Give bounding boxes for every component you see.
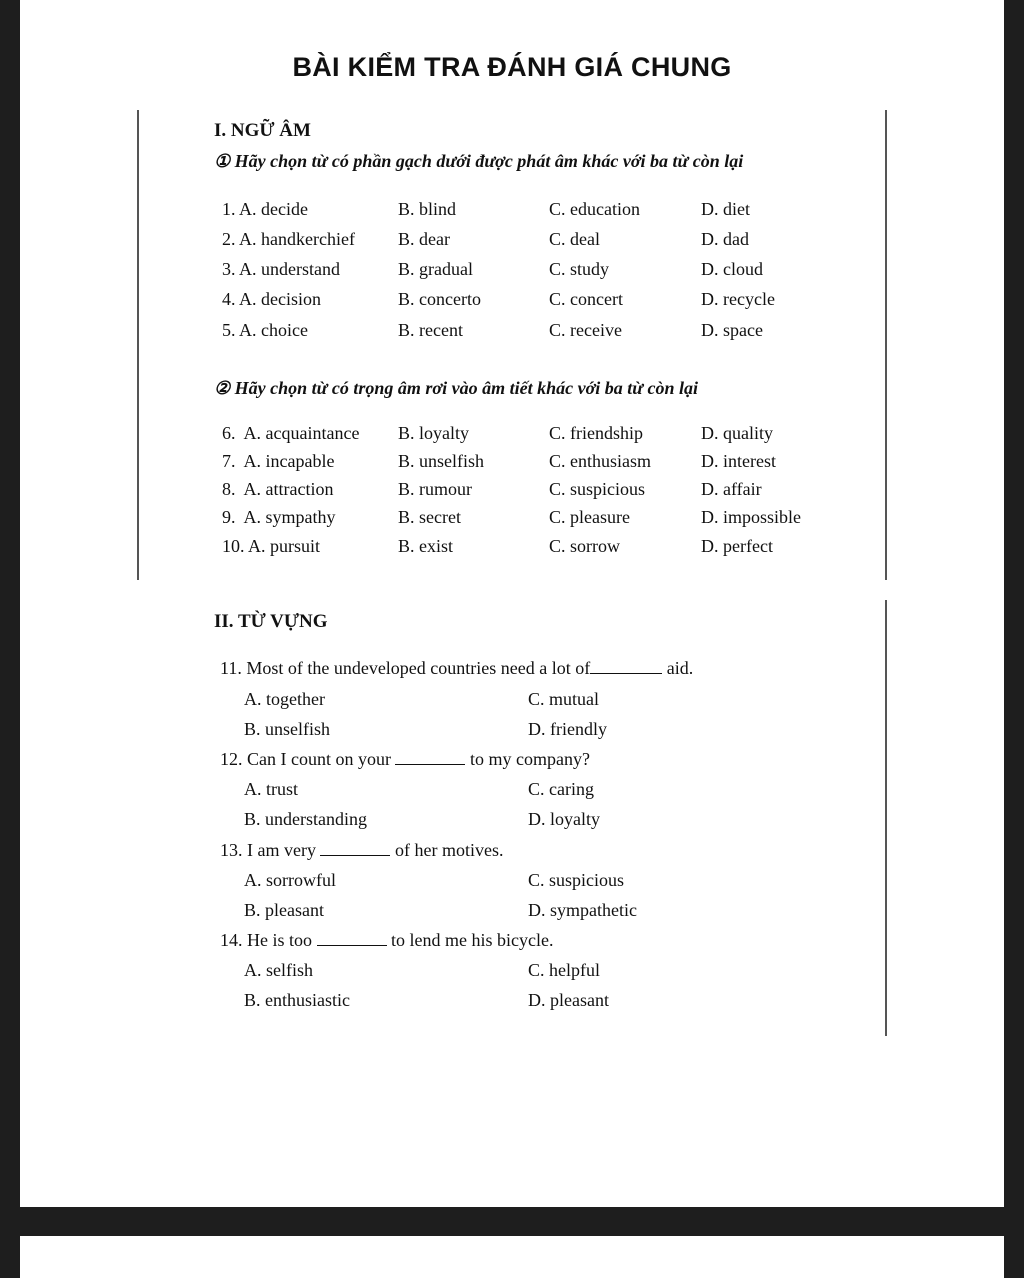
question-11 (220, 658, 693, 679)
part1-instruction: ① Hãy chọn từ có phần gạch dưới được phát âm khác với ba từ còn lại (214, 151, 744, 171)
option-b: B. understanding (244, 809, 367, 829)
option-d: D. sympathetic (528, 900, 637, 920)
question-tail: to my company? (469, 749, 590, 769)
part2-instruction: ② Hãy chọn từ có trọng âm rơi vào âm tiết khác với ba từ còn lại (214, 378, 699, 398)
option-c: C. mutual (528, 689, 599, 709)
question-13 (220, 840, 503, 861)
option-d: D. diet (701, 199, 750, 219)
question-stem: 12. Can I count on your (220, 749, 391, 769)
page-title: BÀI KIỂM TRA ĐÁNH GIÁ CHUNG (292, 52, 732, 82)
option-d: D. pleasant (528, 990, 609, 1010)
section-heading-phonetics: I. NGỮ ÂM (214, 120, 311, 141)
option-c: C. education (549, 199, 640, 219)
option-d: D. recycle (701, 289, 775, 309)
option-a: 10. A. pursuit (222, 536, 321, 556)
next-page-edge (20, 1236, 1004, 1278)
question-stem: 11. Most of the undeveloped countries need a lot of (220, 658, 591, 678)
option-a: A. selfish (244, 960, 313, 980)
option-d: D. friendly (528, 719, 607, 739)
option-d: D. quality (701, 423, 773, 443)
option-c: C. friendship (549, 423, 643, 443)
option-a: A. trust (244, 779, 298, 799)
option-c: C. caring (528, 779, 594, 799)
option-a: 5. A. choice (222, 320, 308, 340)
option-a: 8. A. attraction (222, 479, 334, 499)
option-b: B. unselfish (398, 451, 485, 471)
left-margin-line-1 (137, 110, 139, 580)
option-c: C. pleasure (549, 507, 630, 527)
option-b: B. loyalty (398, 423, 469, 443)
option-a: 1. A. decide (222, 199, 308, 219)
option-a: 6. A. acquaintance (222, 423, 360, 443)
answer-blank (320, 841, 390, 856)
right-margin-line-1 (885, 110, 887, 580)
document-page (20, 0, 1004, 1207)
option-c: C. deal (549, 229, 600, 249)
option-d: D. impossible (701, 507, 802, 527)
option-c: C. receive (549, 320, 622, 340)
right-margin-line-2 (885, 600, 887, 1036)
option-c: C. study (549, 259, 610, 279)
option-b: B. unselfish (244, 719, 331, 739)
option-d: D. dad (701, 229, 749, 249)
question-tail: to lend me his bicycle. (391, 930, 554, 950)
option-d: D. interest (701, 451, 776, 471)
question-14 (220, 930, 553, 951)
option-b: B. concerto (398, 289, 481, 309)
option-b: B. gradual (398, 259, 473, 279)
option-a: A. sorrowful (244, 870, 336, 890)
option-a: 2. A. handkerchief (222, 229, 355, 249)
section-heading-vocabulary: II. TỪ VỰNG (214, 611, 328, 632)
answer-blank (317, 931, 387, 946)
option-a: 4. A. decision (222, 289, 321, 309)
option-b: B. blind (398, 199, 457, 219)
question-tail: aid. (666, 658, 694, 678)
option-b: B. rumour (398, 479, 472, 499)
answer-blank (395, 750, 465, 765)
option-c: C. suspicious (528, 870, 625, 890)
option-b: B. secret (398, 507, 461, 527)
option-a: 7. A. incapable (222, 451, 335, 471)
question-tail: of her motives. (394, 840, 504, 860)
option-d: D. perfect (701, 536, 773, 556)
option-a: A. together (244, 689, 325, 709)
option-d: D. cloud (701, 259, 763, 279)
option-a: 3. A. understand (222, 259, 340, 279)
answer-blank (590, 659, 662, 674)
option-b: B. recent (398, 320, 463, 340)
option-d: D. space (701, 320, 763, 340)
option-b: B. exist (398, 536, 454, 556)
option-a: 9. A. sympathy (222, 507, 336, 527)
option-c: C. enthusiasm (549, 451, 651, 471)
option-b: B. enthusiastic (244, 990, 350, 1010)
option-c: C. suspicious (549, 479, 646, 499)
option-d: D. loyalty (528, 809, 600, 829)
option-c: C. sorrow (549, 536, 620, 556)
option-c: C. helpful (528, 960, 600, 980)
option-b: B. dear (398, 229, 450, 249)
question-stem: 14. He is too (220, 930, 312, 950)
question-12 (220, 749, 590, 770)
option-d: D. affair (701, 479, 762, 499)
option-c: C. concert (549, 289, 623, 309)
option-b: B. pleasant (244, 900, 324, 920)
question-stem: 13. I am very (220, 840, 316, 860)
